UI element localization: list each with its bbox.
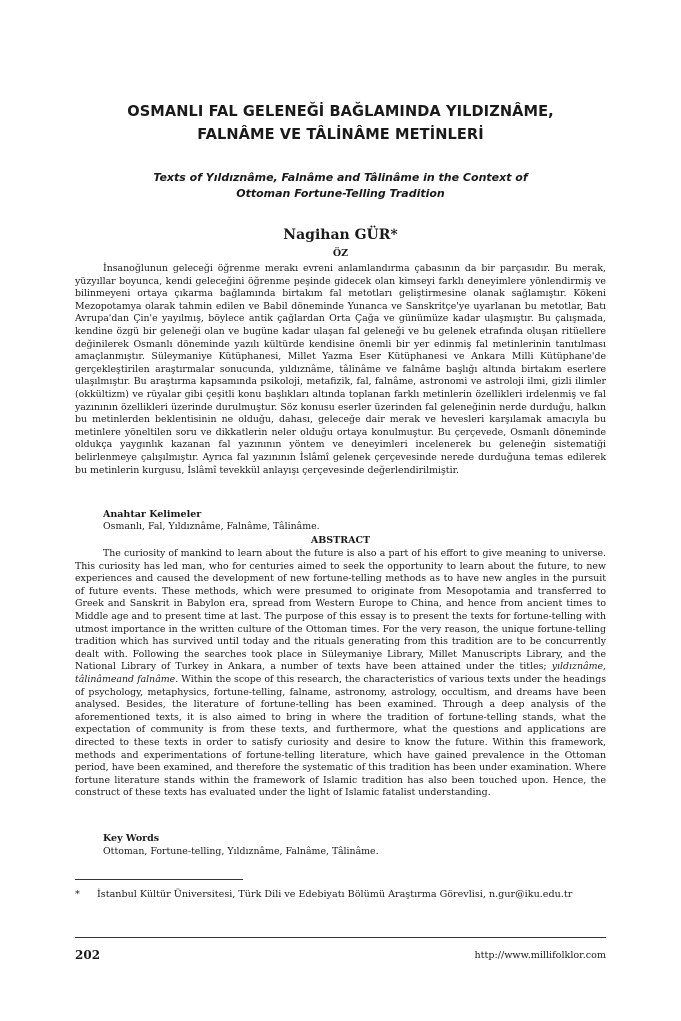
article-subtitle-line-2: Ottoman Fortune-Telling Tradition <box>236 187 445 200</box>
anahtar-kelimeler-heading: Anahtar Kelimeler <box>103 509 202 520</box>
abstract-heading: ABSTRACT <box>310 535 371 546</box>
english-abstract <box>75 548 606 800</box>
abstract-paragraph <box>75 548 606 800</box>
anahtar-kelimeler-text: Osmanlı, Fal, Yıldıznâme, Falnâme, Tâlinâme. <box>103 521 320 532</box>
article-title-line-2: FALNÂME VE TÂLİNÂME METİNLERİ <box>197 125 484 143</box>
abstract-italic-titles: yıldıznâme, tâlinâmeand falnâme <box>75 661 606 685</box>
oz-heading: ÖZ <box>332 248 349 259</box>
author-footnote <box>75 886 606 903</box>
key-words-text: Ottoman, Fortune-telling, Yıldıznâme, Falnâme, Tâlinâme. <box>103 846 379 857</box>
article-title <box>91 100 590 146</box>
abstract-text-part-1: The curiosity of mankind to learn about the future is also a part of his effort to give meaning to universe. This curiosity has led man, who for centuries aimed to seek the opportunity to learn about the future, to new experiences and caused the development of new fortune-telling methods as to have new angles in the pursuit of future events. These methods, which were presumed to originate from Mesopotamia and transferred to Greek and Sanskrit in Babylon era, spread from Western Europe to China, and hence from ancient times to Middle age and to present time at last. The purpose of this essay is to present the texts for fortune-telling with utmost importance in the written culture of the Ottoman times. For the very reason, the unique fortune-telling tradition which has survived until today and the rituals generating from this tradition are to be concurrently dealt with. Following the searches took place in Süleymaniye Library, Millet Manuscripts Library, and the National Library of Turkey in Ankara, a number of texts have been attained under the titles; <box>75 548 606 673</box>
footer-divider <box>75 937 606 938</box>
oz-abstract <box>75 263 606 477</box>
footnote-mark: * <box>75 889 80 900</box>
journal-url: http://www.millifolklor.com <box>474 950 606 961</box>
oz-paragraph: İnsanoğlunun geleceği öğrenme merakı evreni anlamlandırma çabasının da bir parçasıdır. Bu merak, yüzyıllar boyunca, kendi geleceğini öğrenme peşinde gidecek olan kimseyi farklı deneyimlere yönlendirmiş ve bilinmeyeni ortaya çıkarma bağlamında birtakım fal metotları geliştirmesine olanak sağlamıştır. Kökeni Mezopotamya olarak tahmin edilen ve Babil döneminde Yunanca ve Sanskritçe'ye uyarlanan bu metotlar, Batı Avrupa'dan Çin'e yayılmış, böylece antik çağlardan Orta Çağa ve günümüze kadar ulaşmıştır. Bu çalışmada, kendine özgü bir geleneği olan ve bugüne kadar ulaşan fal geleneği ve bu gelenek etrafında oluşan ritüellere değinilerek Osmanlı döneminde yazılı kültürde kendisine önemli bir yer edinmiş fal metinlerinin tanıtılması amaçlanmıştır. Süleymaniye Kütüphanesi, Millet Yazma Eser Kütüphanesi ve Ankara Milli Kütüphane'de gerçekleştirilen araştırmalar sonucunda, yıldıznâme, tâlinâme ve falnâme başlığı altında birtakım eserlere ulaşılmıştır. Bu araştırma kapsamında psikoloji, metafizik, fal, falnâme, astronomi ve astroloji ilmi, gizli ilimler (okkültizm) ve rüyalar gibi çeşitli konu başlıkları altında toplanan farklı metinlerin özellikleri irdelenmiş ve fal yazınının özellikleri üzerinde durulmuştur. Söz konusu eserler üzerinden fal geleneğinin nerde durduğu, halkın bu metinlerden beklentisinin ne olduğu, dahası, geleceğe dair merak ve hevesleri karşılamak amacıyla bu metinlere yöneltilen soru ve dikkatlerin neler olduğu ortaya konulmuştur. Bu çerçevede, Osmanlı döneminde oldukça yaygınlık kazanan fal yazınının yöntem ve deneyimleri incelenerek bu geleneğin sistematiği belirlenmeye çalışılmıştır. Ayrıca fal yazınının İslâmî gelenek çerçevesinde nerede durduğuna temas edilerek bu metinlerin kurgusu, İslâmî tevekkül anlayışı çerçevesinde değerlendirilmiştir. <box>75 263 606 476</box>
article-subtitle-line-1: Texts of Yıldıznâme, Falnâme and Tâlinâme in the Context of <box>153 171 528 184</box>
footnote-text: İstanbul Kültür Üniversitesi, Türk Dili ve Edebiyatı Bölümü Araştırma Görevlisi, n.gur@iku.edu.tr <box>97 889 573 900</box>
article-title-line-1: OSMANLI FAL GELENEĞİ BAĞLAMINDA YILDIZNÂME, <box>127 102 554 120</box>
author-name: Nagihan GÜR* <box>283 227 398 243</box>
page-number: 202 <box>75 948 101 962</box>
footnote-divider <box>75 879 243 880</box>
key-words-heading: Key Words <box>103 833 160 844</box>
article-subtitle <box>75 170 606 202</box>
abstract-text-part-2: . Within the scope of this research, the characteristics of various texts under the headings of psychology, metaphysics, fortune-telling, falname, astronomy, astrology, occultism, and dreams have been analysed. Besides, the literature of fortune-telling has been examined. Through a deep analysis of the aforementioned texts, it is also aimed to bring in where the tradition of fortune-telling stands, what the expectation of community is from these texts, and furthermore, what the questions and applications are directed to these texts in order to satisfy curiosity and desire to know the future. Within this framework, methods and experimentations of fortune-telling literature, which have gained prevalence in the Ottoman period, have been examined, and therefore the systematic of this tradition has been under examination. Where fortune literature stands within the framework of Islamic tradition has also been touched upon. Hence, the construct of these texts has evaluated under the light of Islamic fatalist understanding. <box>75 673 607 799</box>
